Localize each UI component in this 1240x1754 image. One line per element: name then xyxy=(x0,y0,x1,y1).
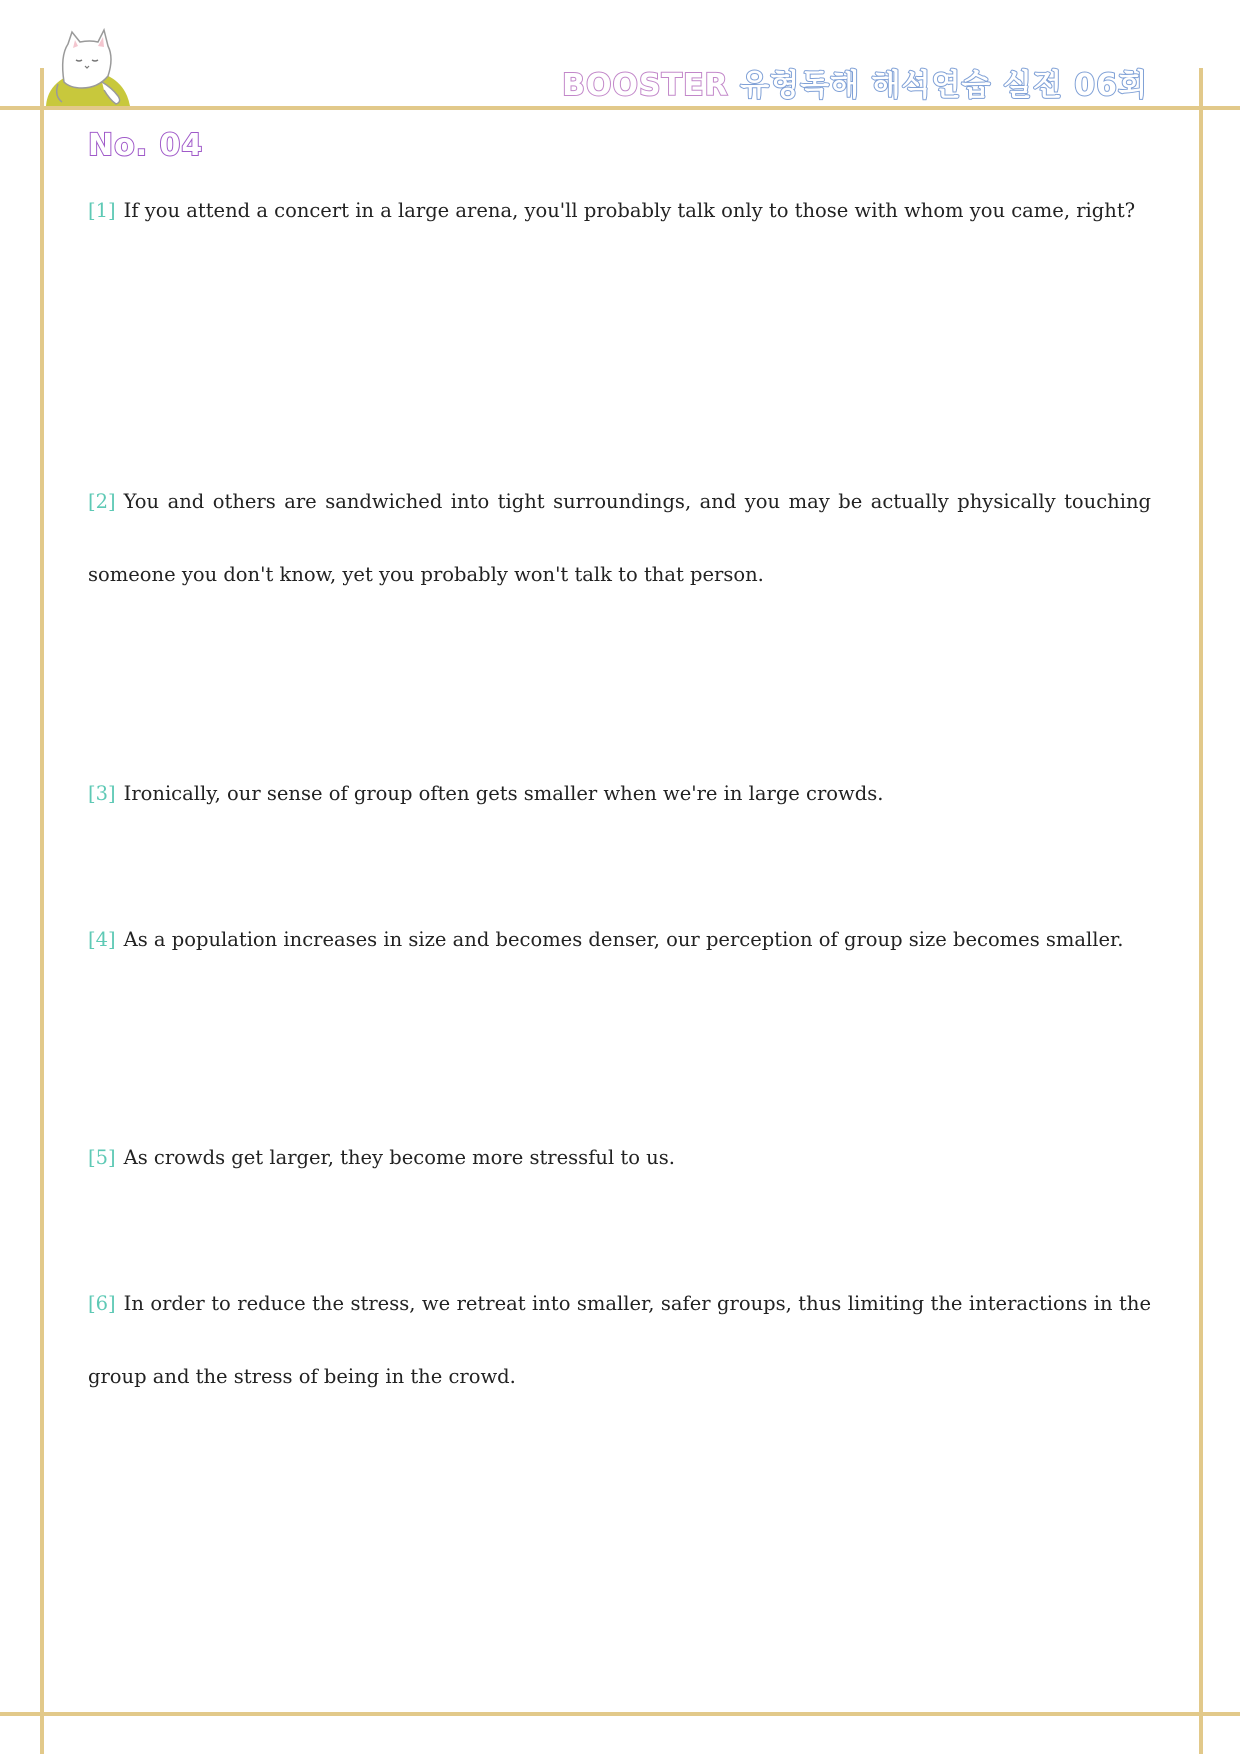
sentence-text: If you attend a concert in a large arena, you'll probably talk only to those with whom you came, right? xyxy=(123,199,1136,222)
sentence-marker: [5] xyxy=(88,1146,116,1169)
cat-mascot-icon xyxy=(42,26,134,106)
sentence-marker: [2] xyxy=(88,490,116,513)
sentence-3 xyxy=(88,757,1151,830)
frame-bottom-line xyxy=(0,1712,1240,1716)
sentence-marker: [6] xyxy=(88,1292,116,1315)
sentence-4 xyxy=(88,903,1151,976)
sentence-marker: [1] xyxy=(88,199,116,222)
frame-right-line xyxy=(1199,68,1203,1754)
header-subtitle: 유형독해 해석연습 실전 06회 xyxy=(740,68,1148,103)
item-number: No. 04 xyxy=(88,128,204,163)
page-header-title xyxy=(562,60,1148,104)
frame-top-line xyxy=(0,106,1240,110)
sentence-2 xyxy=(88,465,1151,611)
frame-left-line xyxy=(40,68,44,1754)
brand-name: BOOSTER xyxy=(562,68,729,103)
sentence-marker: [3] xyxy=(88,782,116,805)
sentence-text: You and others are sandwiched into tight surroundings, and you may be actually physically touching someone you don't know, yet you probably won't talk to that person. xyxy=(88,490,1151,586)
sentence-marker: [4] xyxy=(88,928,116,951)
sentence-text: Ironically, our sense of group often gets smaller when we're in large crowds. xyxy=(123,782,884,805)
sentence-1 xyxy=(88,174,1151,247)
sentence-text: As a population increases in size and becomes denser, our perception of group size becomes smaller. xyxy=(123,928,1124,951)
sentence-5 xyxy=(88,1121,1151,1194)
sentence-6 xyxy=(88,1267,1151,1413)
sentence-text: As crowds get larger, they become more stressful to us. xyxy=(123,1146,675,1169)
sentence-text: In order to reduce the stress, we retreat into smaller, safer groups, thus limiting the interactions in the group and the stress of being in the crowd. xyxy=(88,1292,1151,1388)
